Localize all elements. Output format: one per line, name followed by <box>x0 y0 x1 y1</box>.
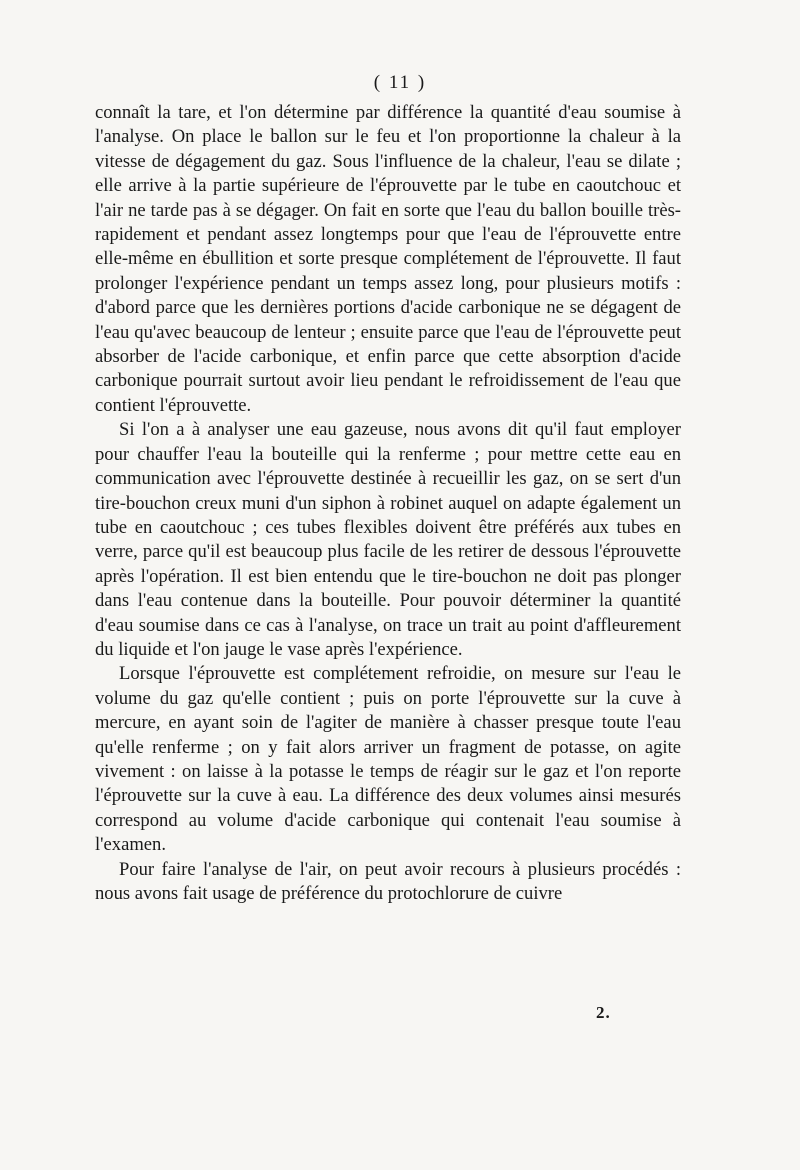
body-text <box>95 101 681 906</box>
page-number: ( 11 ) <box>373 72 427 93</box>
paragraph-1: connaît la tare, et l'on détermine par différence la quantité d'eau soumise à l'analyse. On place le ballon sur le feu et l'on proportionne la chaleur à la vitesse de dégagement du gaz. Sous l'influence de la chaleur, l'eau se dilate ; elle arrive à la partie supérieure de l'éprouvette par le tube en caoutchouc et l'air ne tarde pas à se dégager. On fait en sorte que l'eau du ballon bouille très-rapidement et pendant assez longtemps pour que l'eau de l'éprouvette entre elle-même en ébullition et sorte presque complétement de l'éprouvette. Il faut prolonger l'expérience pendant un temps assez long, pour plusieurs motifs : d'abord parce que les dernières portions d'acide carbonique ne se dégagent de l'eau qu'avec beaucoup de lenteur ; ensuite parce que l'eau de l'éprouvette peut absorber de l'acide carbonique, et enfin parce que cette absorption d'acide carbonique pourrait surtout avoir lieu pendant le refroidissement de l'eau que contient l'éprouvette. <box>95 102 681 416</box>
signature-mark: 2. <box>596 1003 611 1022</box>
paragraph-2: Si l'on a à analyser une eau gazeuse, nous avons dit qu'il faut employer pour chauffer l'eau la bouteille qui la renferme ; pour mettre cette eau en communication avec l'éprouvette destinée à recueillir les gaz, on se sert d'un tire-bouchon creux muni d'un siphon à robinet auquel on adapte également un tube en caoutchouc ; ces tubes flexibles doivent être préférés aux tubes en verre, parce qu'il est beaucoup plus facile de les retirer de dessous l'éprouvette après l'opération. Il est bien entendu que le tire-bouchon ne doit pas plonger dans l'eau contenue dans la bouteille. Pour pouvoir déterminer la quantité d'eau soumise dans ce cas à l'analyse, on trace un trait au point d'affleurement du liquide et l'on jauge le vase après l'expérience. <box>95 419 681 660</box>
paragraph-3: Lorsque l'éprouvette est complétement refroidie, on mesure sur l'eau le volume du gaz qu'elle contient ; puis on porte l'éprouvette sur la cuve à mercure, en ayant soin de l'agiter de manière à chasser presque toute l'eau qu'elle renferme ; on y fait alors arriver un fragment de potasse, on agite vivement : on laisse à la potasse le temps de réagir sur le gaz et l'on reporte l'éprouvette sur la cuve à eau. La différence des deux volumes ainsi mesurés correspond au volume d'acide carbonique qui contenait l'eau soumise à l'examen. <box>95 663 681 856</box>
paragraph-4: Pour faire l'analyse de l'air, on peut avoir recours à plusieurs procédés : nous avons fait usage de préférence du protochlorure de cuivre <box>95 858 681 904</box>
